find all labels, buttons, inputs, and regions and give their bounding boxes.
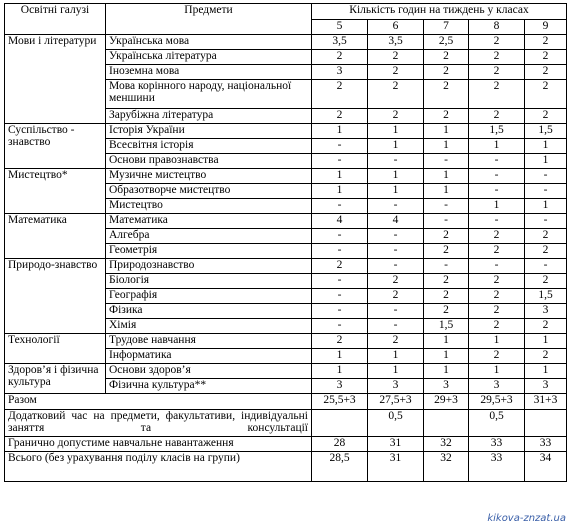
summary-label: Додатковий час на предмети, факультативи, індивідуальні заняття та консультації <box>5 410 312 437</box>
hours-cell: - <box>469 154 525 169</box>
hours-cell: 2 <box>469 244 525 259</box>
hours-cell: - <box>312 274 368 289</box>
summary-value: 31 <box>368 437 424 452</box>
area-cell: Мови і літератури <box>5 35 106 124</box>
summary-value: 33 <box>469 437 525 452</box>
hours-cell: 2 <box>469 274 525 289</box>
header-area: Освітні галузі <box>5 4 106 35</box>
subject-cell: Мистецтво <box>106 199 312 214</box>
summary-value: 31+3 <box>525 394 567 410</box>
summary-value: 34 <box>525 452 567 482</box>
hours-cell: 2 <box>525 109 567 124</box>
hours-cell: - <box>424 199 469 214</box>
hours-cell: 1 <box>312 124 368 139</box>
summary-label: Всього (без урахування поділу класів на групи) <box>5 452 312 482</box>
subject-cell: Основи здоров’я <box>106 364 312 379</box>
subject-cell: Природознавство <box>106 259 312 274</box>
summary-value: 32 <box>424 452 469 482</box>
hours-cell: 2 <box>312 80 368 109</box>
hours-cell: 2 <box>368 65 424 80</box>
area-cell: Здоров’я і фізична культура <box>5 364 106 394</box>
hours-cell: 3 <box>312 65 368 80</box>
hours-cell: - <box>368 304 424 319</box>
hours-cell: 2 <box>525 80 567 109</box>
hours-cell: 2 <box>312 50 368 65</box>
table-row <box>5 364 567 379</box>
hours-cell: 2 <box>525 274 567 289</box>
hours-cell: 1 <box>424 349 469 364</box>
summary-value <box>312 410 368 437</box>
area-cell: Мистецтво* <box>5 169 106 214</box>
hours-cell: 2 <box>368 80 424 109</box>
hours-cell: 3 <box>469 379 525 394</box>
hours-cell: 1 <box>312 349 368 364</box>
summary-value: 25,5+3 <box>312 394 368 410</box>
hours-cell: 1 <box>525 154 567 169</box>
header-subjects: Предмети <box>106 4 312 35</box>
hours-cell: 2 <box>525 229 567 244</box>
hours-cell: 1 <box>312 184 368 199</box>
hours-cell: 2 <box>424 229 469 244</box>
hours-cell: 2 <box>424 304 469 319</box>
subject-cell: Історія України <box>106 124 312 139</box>
hours-cell: 1,5 <box>424 319 469 334</box>
hours-cell: 1 <box>368 139 424 154</box>
hours-cell: 2 <box>368 50 424 65</box>
hours-cell: 1 <box>368 184 424 199</box>
area-cell: Природо-знавство <box>5 259 106 334</box>
hours-cell: 2 <box>368 334 424 349</box>
summary-value: 27,5+3 <box>368 394 424 410</box>
hours-cell: - <box>312 199 368 214</box>
table-row <box>5 334 567 349</box>
hours-cell: - <box>312 289 368 304</box>
hours-cell: 2,5 <box>424 35 469 50</box>
table-row-summary <box>5 437 567 452</box>
hours-cell: 2 <box>469 80 525 109</box>
table-row <box>5 214 567 229</box>
table-row <box>5 124 567 139</box>
hours-cell: 1 <box>312 169 368 184</box>
hours-cell: 1 <box>469 334 525 349</box>
hours-cell: 2 <box>469 35 525 50</box>
hours-cell: 2 <box>469 319 525 334</box>
curriculum-table <box>4 3 567 482</box>
subject-cell: Географія <box>106 289 312 304</box>
hours-cell: 1 <box>368 169 424 184</box>
hours-cell: 1 <box>368 349 424 364</box>
hours-cell: 2 <box>469 109 525 124</box>
area-cell: Суспільство - знавство <box>5 124 106 169</box>
hours-cell: 1 <box>368 124 424 139</box>
header-grade-5: 5 <box>312 20 368 35</box>
table-row <box>5 169 567 184</box>
hours-cell: - <box>312 139 368 154</box>
summary-value: 32 <box>424 437 469 452</box>
hours-cell: - <box>469 169 525 184</box>
table-row-summary <box>5 410 567 437</box>
hours-cell: 3 <box>424 379 469 394</box>
hours-cell: 2 <box>424 50 469 65</box>
summary-label: Гранично допустиме навчальне навантаження <box>5 437 312 452</box>
hours-cell: 1 <box>525 334 567 349</box>
summary-value: 29,5+3 <box>469 394 525 410</box>
watermark: kikova-znzat.ua <box>487 513 566 524</box>
hours-cell: - <box>368 154 424 169</box>
summary-value: 31 <box>368 452 424 482</box>
hours-cell: 2 <box>424 80 469 109</box>
header-grade-6: 6 <box>368 20 424 35</box>
hours-cell: 2 <box>368 289 424 304</box>
hours-cell: 2 <box>424 109 469 124</box>
hours-cell: - <box>525 184 567 199</box>
hours-cell: 1 <box>525 139 567 154</box>
subject-cell: Українська література <box>106 50 312 65</box>
hours-cell: 1 <box>525 364 567 379</box>
subject-cell: Іноземна мова <box>106 65 312 80</box>
hours-cell: 1 <box>469 199 525 214</box>
subject-cell: Алгебра <box>106 229 312 244</box>
hours-cell: 2 <box>424 244 469 259</box>
hours-cell: - <box>312 304 368 319</box>
table-row <box>5 259 567 274</box>
hours-cell: - <box>312 229 368 244</box>
table-body <box>5 35 567 482</box>
hours-cell: 1 <box>368 364 424 379</box>
area-cell: Математика <box>5 214 106 259</box>
hours-cell: 3 <box>525 304 567 319</box>
summary-value: 33 <box>525 437 567 452</box>
hours-cell: 2 <box>424 274 469 289</box>
summary-value <box>424 410 469 437</box>
hours-cell: - <box>312 244 368 259</box>
hours-cell: 2 <box>469 229 525 244</box>
hours-cell: - <box>368 259 424 274</box>
hours-cell: 1 <box>469 139 525 154</box>
hours-cell: 2 <box>525 50 567 65</box>
summary-value: 28,5 <box>312 452 368 482</box>
subject-cell: Мова корінного народу, національної меншини <box>106 80 312 109</box>
header-grade-9: 9 <box>525 20 567 35</box>
summary-value: 29+3 <box>424 394 469 410</box>
subject-cell: Фізика <box>106 304 312 319</box>
hours-cell: - <box>368 244 424 259</box>
hours-cell: 1 <box>312 364 368 379</box>
header-hours: Кількість годин на тиждень у класах <box>312 4 567 20</box>
hours-cell: 1,5 <box>469 124 525 139</box>
subject-cell: Зарубіжна література <box>106 109 312 124</box>
hours-cell: 1,5 <box>525 289 567 304</box>
hours-cell: 2 <box>469 304 525 319</box>
hours-cell: 3,5 <box>312 35 368 50</box>
hours-cell: - <box>312 319 368 334</box>
hours-cell: 1 <box>424 184 469 199</box>
hours-cell: 2 <box>525 244 567 259</box>
hours-cell: - <box>525 259 567 274</box>
hours-cell: 1 <box>424 124 469 139</box>
hours-cell: 1 <box>424 364 469 379</box>
hours-cell: 2 <box>469 50 525 65</box>
hours-cell: 2 <box>312 109 368 124</box>
subject-cell: Хімія <box>106 319 312 334</box>
header-grade-7: 7 <box>424 20 469 35</box>
hours-cell: 4 <box>368 214 424 229</box>
hours-cell: - <box>368 199 424 214</box>
header-grade-8: 8 <box>469 20 525 35</box>
hours-cell: 1 <box>424 169 469 184</box>
hours-cell: 1 <box>424 139 469 154</box>
subject-cell: Фізична культура** <box>106 379 312 394</box>
hours-cell: - <box>424 154 469 169</box>
subject-cell: Основи правознавства <box>106 154 312 169</box>
hours-cell: - <box>424 259 469 274</box>
hours-cell: 2 <box>368 274 424 289</box>
subject-cell: Образотворче мистецтво <box>106 184 312 199</box>
hours-cell: 1 <box>469 364 525 379</box>
hours-cell: 2 <box>525 35 567 50</box>
table-row <box>5 35 567 50</box>
hours-cell: - <box>525 214 567 229</box>
hours-cell: - <box>368 319 424 334</box>
hours-cell: - <box>469 184 525 199</box>
hours-cell: 1 <box>525 199 567 214</box>
subject-cell: Українська мова <box>106 35 312 50</box>
hours-cell: 1,5 <box>525 124 567 139</box>
hours-cell: 2 <box>469 65 525 80</box>
hours-cell: - <box>469 259 525 274</box>
hours-cell: 2 <box>525 65 567 80</box>
hours-cell: 3 <box>312 379 368 394</box>
hours-cell: 2 <box>312 334 368 349</box>
hours-cell: 2 <box>312 259 368 274</box>
hours-cell: 2 <box>525 319 567 334</box>
hours-cell: 3 <box>525 379 567 394</box>
subject-cell: Всесвітня історія <box>106 139 312 154</box>
hours-cell: 2 <box>525 349 567 364</box>
summary-value <box>525 410 567 437</box>
hours-cell: 2 <box>424 65 469 80</box>
hours-cell: - <box>525 169 567 184</box>
hours-cell: - <box>424 214 469 229</box>
summary-value: 33 <box>469 452 525 482</box>
summary-label: Разом <box>5 394 312 410</box>
hours-cell: - <box>312 154 368 169</box>
hours-cell: 2 <box>469 289 525 304</box>
subject-cell: Геометрія <box>106 244 312 259</box>
hours-cell: 1 <box>424 334 469 349</box>
area-cell: Технології <box>5 334 106 364</box>
hours-cell: - <box>368 229 424 244</box>
summary-value: 0,5 <box>368 410 424 437</box>
summary-value: 0,5 <box>469 410 525 437</box>
subject-cell: Інформатика <box>106 349 312 364</box>
subject-cell: Біологія <box>106 274 312 289</box>
hours-cell: - <box>469 214 525 229</box>
summary-value: 28 <box>312 437 368 452</box>
table-row-summary <box>5 394 567 410</box>
hours-cell: 2 <box>368 109 424 124</box>
table-row-summary <box>5 452 567 482</box>
subject-cell: Трудове навчання <box>106 334 312 349</box>
hours-cell: 3 <box>368 379 424 394</box>
hours-cell: 2 <box>424 289 469 304</box>
hours-cell: 2 <box>469 349 525 364</box>
hours-cell: 4 <box>312 214 368 229</box>
hours-cell: 3,5 <box>368 35 424 50</box>
subject-cell: Музичне мистецтво <box>106 169 312 184</box>
subject-cell: Математика <box>106 214 312 229</box>
